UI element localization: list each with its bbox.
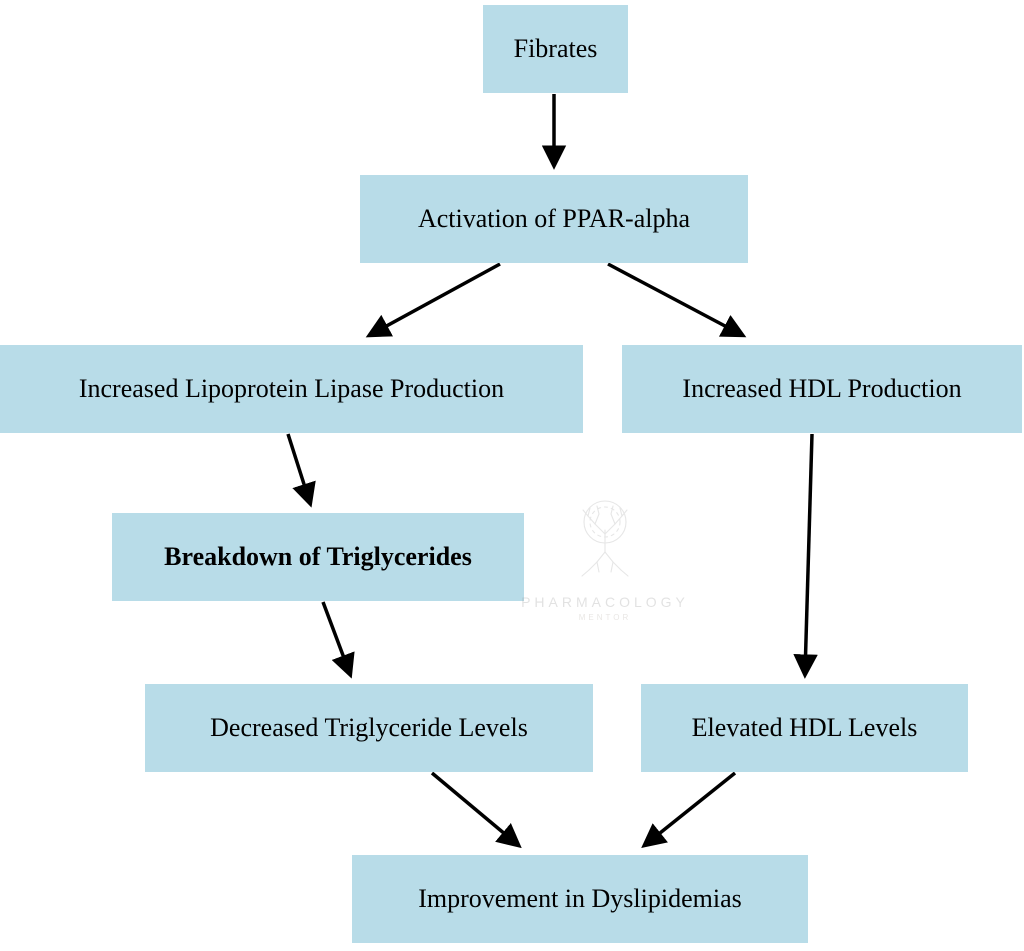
node-label: Increased Lipoprotein Lipase Production <box>78 373 505 403</box>
edge-tg-levels-to-improvement <box>432 773 518 845</box>
node-label: Activation of PPAR-alpha <box>417 203 691 233</box>
node-label: Increased HDL Production <box>682 373 962 403</box>
edge-hdl-levels-to-improvement <box>645 773 735 845</box>
node-increased-hdl-production[interactable] <box>622 345 1022 433</box>
node-decreased-triglyceride-levels[interactable] <box>145 684 593 772</box>
node-label: Breakdown of Triglycerides <box>164 541 472 571</box>
edge-lpl-to-breakdown <box>288 434 310 503</box>
node-increased-lipoprotein-lipase-production[interactable] <box>0 345 583 433</box>
node-elevated-hdl-levels[interactable] <box>641 684 968 772</box>
node-breakdown-of-triglycerides[interactable] <box>112 513 524 601</box>
node-activation-of-ppar-alpha[interactable] <box>360 175 748 263</box>
edge-ppar-to-lpl <box>370 264 500 335</box>
edge-ppar-to-hdl-production <box>608 264 742 335</box>
node-fibrates[interactable] <box>483 5 628 93</box>
node-label: Improvement in Dyslipidemias <box>418 883 742 913</box>
watermark-brand: PHARMACOLOGY <box>521 594 689 610</box>
node-label: Elevated HDL Levels <box>691 712 918 742</box>
edge-breakdown-to-tg-levels <box>323 602 350 674</box>
watermark <box>500 500 710 630</box>
watermark-subtitle: MENTOR <box>578 613 632 622</box>
node-label: Decreased Triglyceride Levels <box>210 712 528 742</box>
node-label: Fibrates <box>513 33 598 63</box>
node-improvement-in-dyslipidemias[interactable] <box>352 855 808 943</box>
edge-hdl-production-to-hdl-levels <box>805 434 812 674</box>
tree-logo-icon <box>555 500 655 592</box>
